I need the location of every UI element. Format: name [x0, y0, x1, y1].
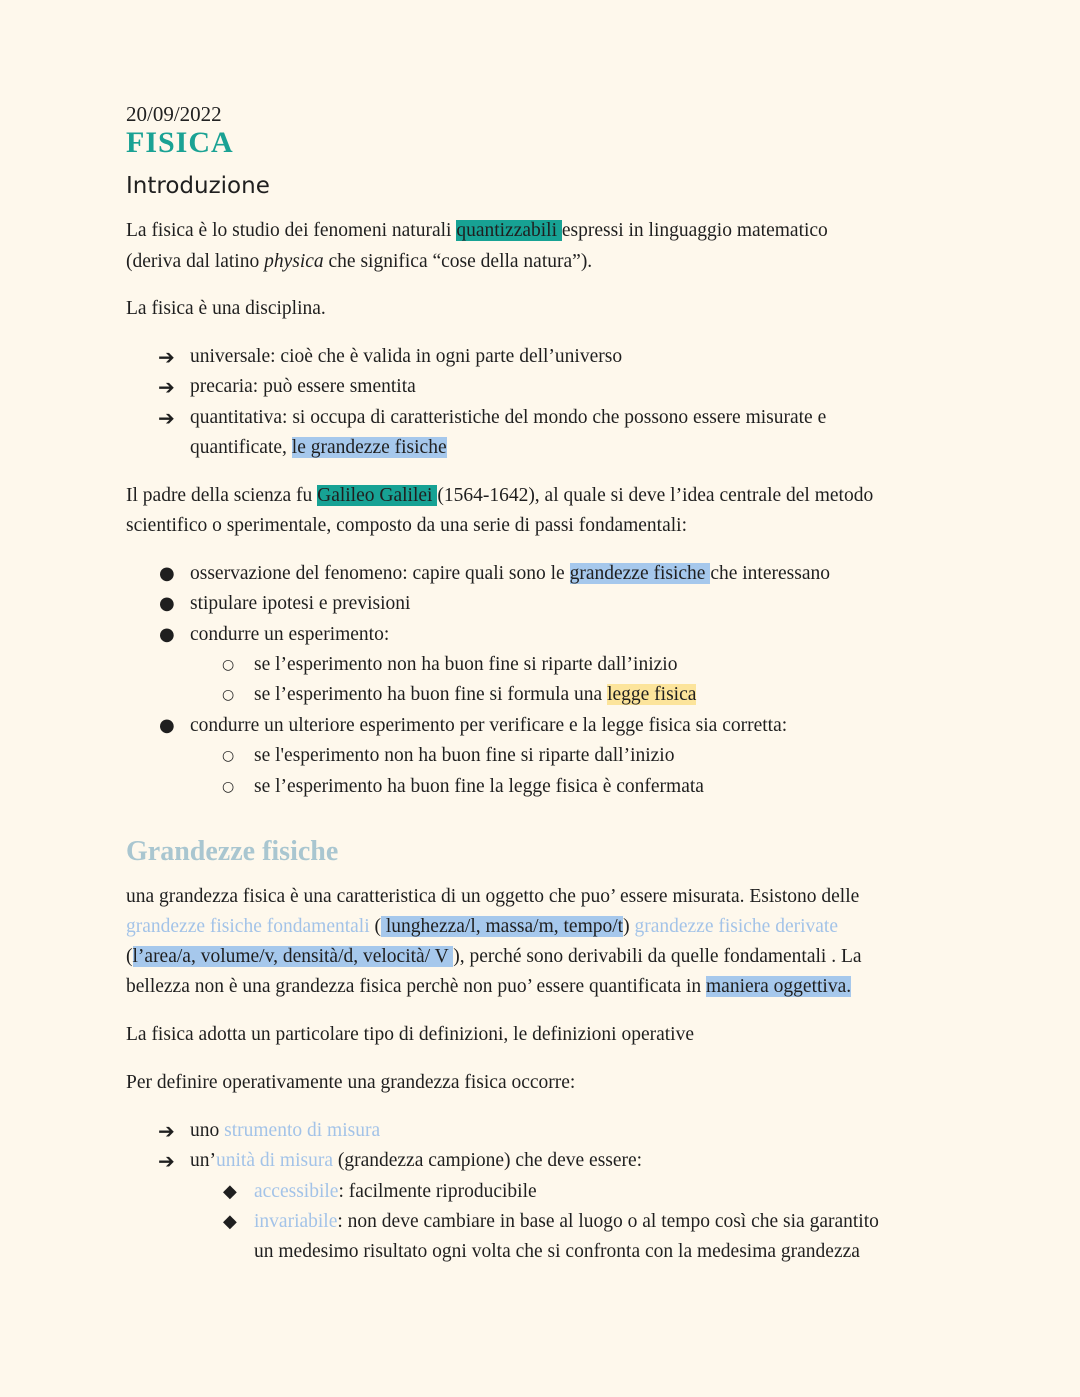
paragraph-line	[126, 481, 873, 511]
term-invariabile: invariabile	[254, 1211, 338, 1232]
sub-list-item	[254, 1177, 537, 1207]
text: quantificate,	[190, 437, 292, 458]
highlight-quantizzabili: quantizzabili	[456, 220, 562, 241]
highlight-fundamental-list: lunghezza/l, massa/m, tempo/t	[381, 916, 624, 937]
circle-bullet-icon: ○	[222, 779, 235, 795]
diamond-bullet-icon: ◆	[223, 1181, 237, 1202]
paragraph-line: scientifico o sperimentale, composto da una serie di passi fondamentali:	[126, 515, 688, 536]
bullet-icon: ●	[159, 563, 175, 584]
highlight-maniera-oggettiva: maniera oggettiva.	[706, 976, 852, 997]
bullet-icon: ●	[159, 715, 175, 736]
paragraph-line: una grandezza fisica è una caratteristica di un oggetto che puo’ essere misurata. Esistono delle	[126, 886, 860, 907]
bullet-icon: ●	[159, 624, 175, 645]
list-item: stipulare ipotesi e previsioni	[190, 593, 411, 614]
arrow-icon: ➔	[158, 1119, 175, 1143]
arrow-icon: ➔	[158, 375, 175, 399]
section-heading-grandezze-fisiche: Grandezze fisiche	[126, 836, 339, 867]
list-item: precaria: può essere smentita	[190, 376, 416, 397]
highlight-galileo-galilei: Galileo Galilei	[317, 485, 438, 506]
sub-list-item: se l’esperimento non ha buon fine si riparte dall’inizio	[254, 654, 678, 675]
text: : non deve cambiare in base al luogo o al tempo così che sia garantito	[337, 1211, 879, 1232]
list-item	[190, 559, 830, 589]
highlight-legge-fisica: legge fisica	[607, 684, 697, 705]
term-accessibile: accessibile	[254, 1181, 339, 1202]
list-item	[190, 1146, 642, 1176]
term-derivate: grandezze fisiche derivate	[634, 916, 839, 937]
term-unita: unità di misura	[216, 1150, 333, 1171]
list-item: condurre un ulteriore esperimento per verificare e la legge fisica sia corretta:	[190, 715, 788, 736]
section-heading-introduzione: Introduzione	[126, 173, 270, 199]
paragraph-line	[126, 912, 838, 942]
list-item: condurre un esperimento:	[190, 624, 390, 645]
date: 20/09/2022	[126, 102, 222, 126]
text: (grandezza campione) che deve essere:	[332, 1150, 643, 1171]
text: (	[369, 916, 382, 937]
paragraph-line	[126, 216, 828, 246]
paragraph-line	[126, 247, 592, 277]
term-fondamentali: grandezze fisiche fondamentali	[126, 916, 370, 937]
text: che significa “cose della natura”).	[323, 251, 593, 272]
paragraph: La fisica è una disciplina.	[126, 298, 326, 319]
list-item-continuation	[190, 433, 447, 463]
paragraph-line	[126, 942, 862, 972]
circle-bullet-icon: ○	[222, 657, 235, 673]
diamond-bullet-icon: ◆	[223, 1211, 237, 1232]
sub-list-item: se l’esperimento ha buon fine la legge fisica è confermata	[254, 776, 704, 797]
sub-list-item	[254, 680, 696, 710]
text: Il padre della scienza fu	[126, 485, 318, 506]
list-item: universale: cioè che è valida in ogni parte dell’universo	[190, 346, 623, 367]
paragraph: La fisica adotta un particolare tipo di definizioni, le definizioni operative	[126, 1024, 694, 1045]
text: osservazione del fenomeno: capire quali sono le	[190, 563, 570, 584]
circle-bullet-icon: ○	[222, 748, 235, 764]
text: un’	[190, 1150, 216, 1171]
sub-list-item-continuation: un medesimo risultato ogni volta che si confronta con la medesima grandezza	[254, 1241, 860, 1262]
text: : facilmente riproducibile	[338, 1181, 537, 1202]
paragraph-line	[126, 972, 851, 1002]
sub-list-item: se l'esperimento non ha buon fine si riparte dall’inizio	[254, 745, 675, 766]
highlight-grandezze-fisiche: grandezze fisiche	[569, 563, 711, 584]
arrow-icon: ➔	[158, 406, 175, 430]
text: )	[623, 916, 635, 937]
circle-bullet-icon: ○	[222, 687, 235, 703]
text: uno	[190, 1120, 225, 1141]
text: (deriva dal latino	[126, 251, 265, 272]
sub-list-item	[254, 1207, 879, 1237]
italic-physica: physica	[264, 251, 324, 272]
term-strumento: strumento di misura	[224, 1120, 381, 1141]
highlight-derived-list: l’area/a, volume/v, densità/d, velocità/ V	[132, 946, 454, 967]
text: (1564-1642), al quale si deve l’idea centrale del metodo	[437, 485, 874, 506]
text: ), perché sono derivabili da quelle fondamentali . La	[453, 946, 862, 967]
bullet-icon: ●	[159, 593, 175, 614]
list-item	[190, 1116, 380, 1146]
highlight-grandezze-fisiche: le grandezze fisiche	[291, 437, 447, 458]
arrow-icon: ➔	[158, 1149, 175, 1173]
text: La fisica è lo studio dei fenomeni naturali	[126, 220, 457, 241]
page-title: FISICA	[126, 126, 234, 159]
text: (	[126, 946, 133, 967]
text: espressi in linguaggio matematico	[561, 220, 828, 241]
arrow-icon: ➔	[158, 345, 175, 369]
list-item: quantitativa: si occupa di caratteristiche del mondo che possono essere misurate e	[190, 407, 827, 428]
text: bellezza non è una grandezza fisica perchè non puo’ essere quantificata in	[126, 976, 707, 997]
paragraph: Per definire operativamente una grandezza fisica occorre:	[126, 1072, 576, 1093]
text: che interessano	[710, 563, 830, 584]
text: se l’esperimento ha buon fine si formula una	[254, 684, 608, 705]
